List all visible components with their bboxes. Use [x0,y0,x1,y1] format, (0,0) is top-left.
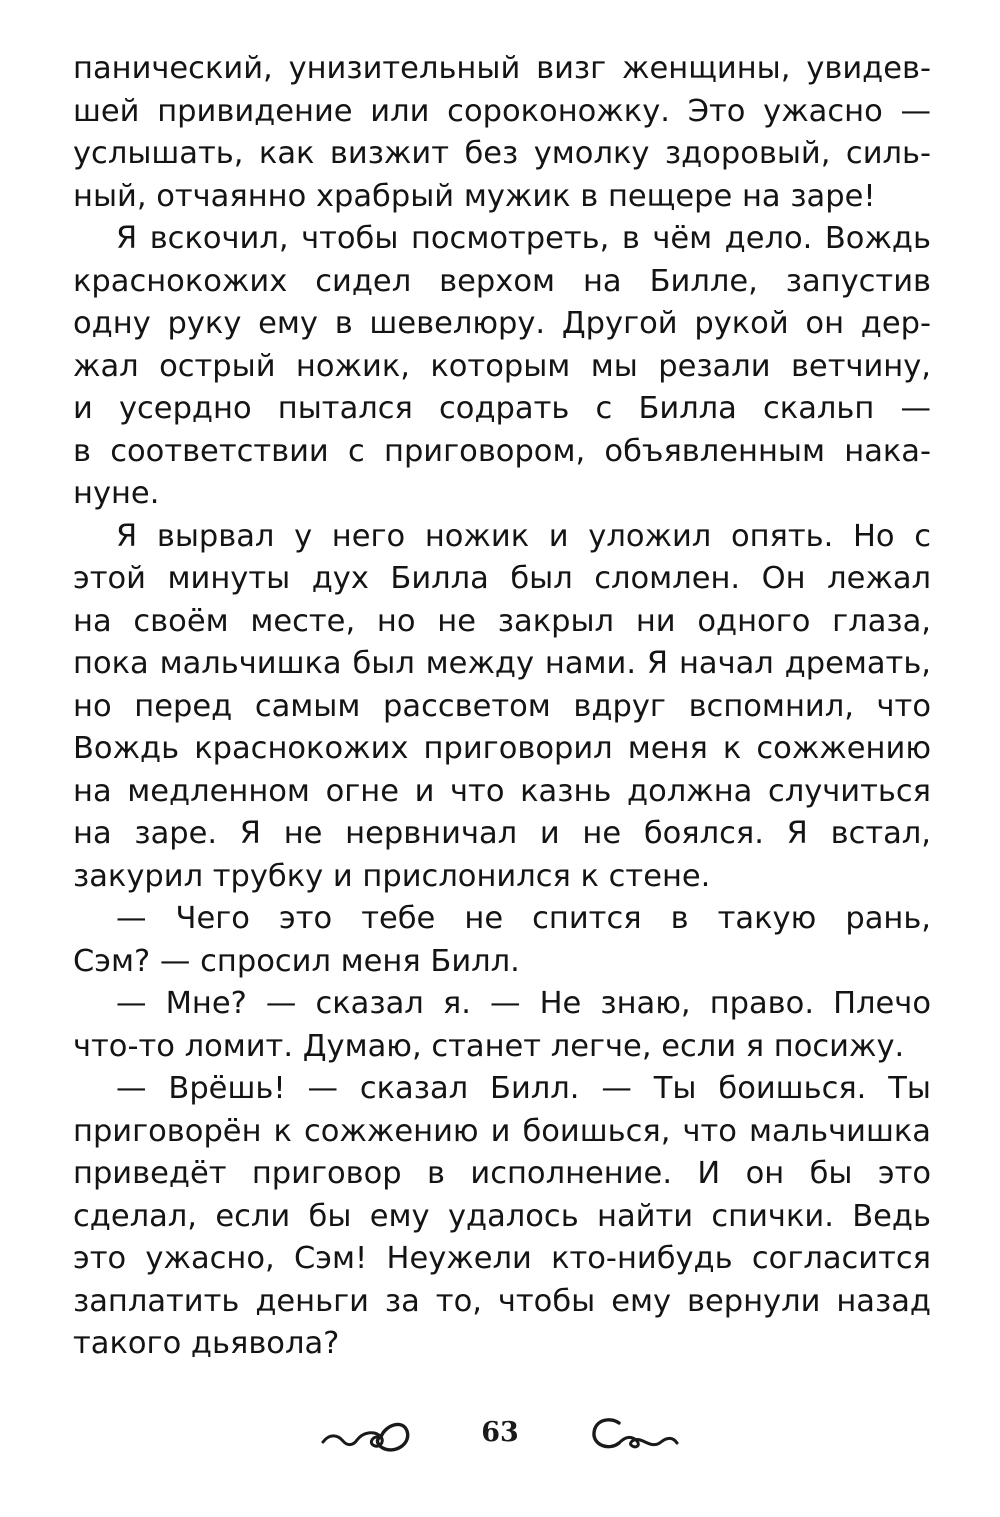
page-number: 63 [481,1416,519,1448]
paragraph [73,898,931,983]
text-line: Я вырвал у него ножик и уложил опять. Но с [116,518,931,554]
text-line: — Чего это тебе не спится в такую рань, [116,901,931,936]
text-line: и усердно пытался содрать с Билла скальп — [73,391,931,426]
text-line: жал острый ножик, которым мы резали ветчину, [73,348,931,384]
text-line: Сэм? — спросил меня Билл. [73,943,520,979]
text-line: одну руку ему в шевелюру. Другой рукой он дер- [73,306,931,341]
text-line: сделал, если бы ему удалось найти спички. Ведь [73,1198,931,1234]
paragraph [73,218,931,516]
text-line: заплатить деньги за то, чтобы ему вернули назад [73,1283,931,1319]
text-line: этой минуты дух Билла был сломлен. Он лежал [73,561,931,596]
text-line: что-то ломит. Думаю, станет легче, если я посижу. [73,1028,905,1064]
text-line: на своём месте, но не закрыл ни одного глаза, [73,603,931,639]
text-line: Вождь краснокожих приговорил меня к сожжению [73,731,931,766]
text-line: — Мне? — сказал я. — Не знаю, право. Плечо [116,986,931,1021]
page-footer [0,1402,1000,1462]
text-line: услышать, как визжит без умолку здоровый, силь- [73,136,931,171]
text-line: нуне. [73,476,160,511]
text-line: краснокожих сидел верхом на Билле, запустив [73,263,931,299]
text-line: это ужасно, Сэм! Неужели кто-нибудь согласится [73,1241,931,1276]
text-line: на заре. Я не нервничал и не боялся. Я встал, [73,816,931,851]
text-line: шей привидение или сороконожку. Это ужасно — [73,93,931,129]
flourish-right-icon [589,1409,681,1455]
paragraph [73,983,931,1068]
page-text [73,48,931,1366]
text-line: ный, отчаянно храбрый мужик в пещере на заре! [73,178,876,214]
text-line: Я вскочил, чтобы посмотреть, в чём дело. Вождь [116,221,931,256]
paragraph [73,516,931,899]
text-line: приведёт приговор в исполнение. И он бы это [73,1156,931,1191]
text-line: но перед самым рассветом вдруг вспомнил, что [73,688,931,724]
text-line: пока мальчишка был между нами. Я начал дремать, [73,646,931,681]
text-line: на медленном огне и что казнь должна случиться [73,773,931,809]
paragraph [73,1068,931,1366]
text-line: закурил трубку и прислонился к стене. [73,858,711,894]
text-line: приговорён к сожжению и боишься, что мальчишка [73,1113,931,1149]
text-line: в соответствии с приговором, объявленным нака- [73,433,931,469]
text-line: такого дьявола? [73,1326,340,1361]
paragraph [73,48,931,218]
text-line: панический, унизительный визг женщины, увидев- [73,51,931,86]
text-line: — Врёшь! — сказал Билл. — Ты боишься. Ты [116,1071,931,1106]
flourish-left-icon [319,1409,411,1455]
